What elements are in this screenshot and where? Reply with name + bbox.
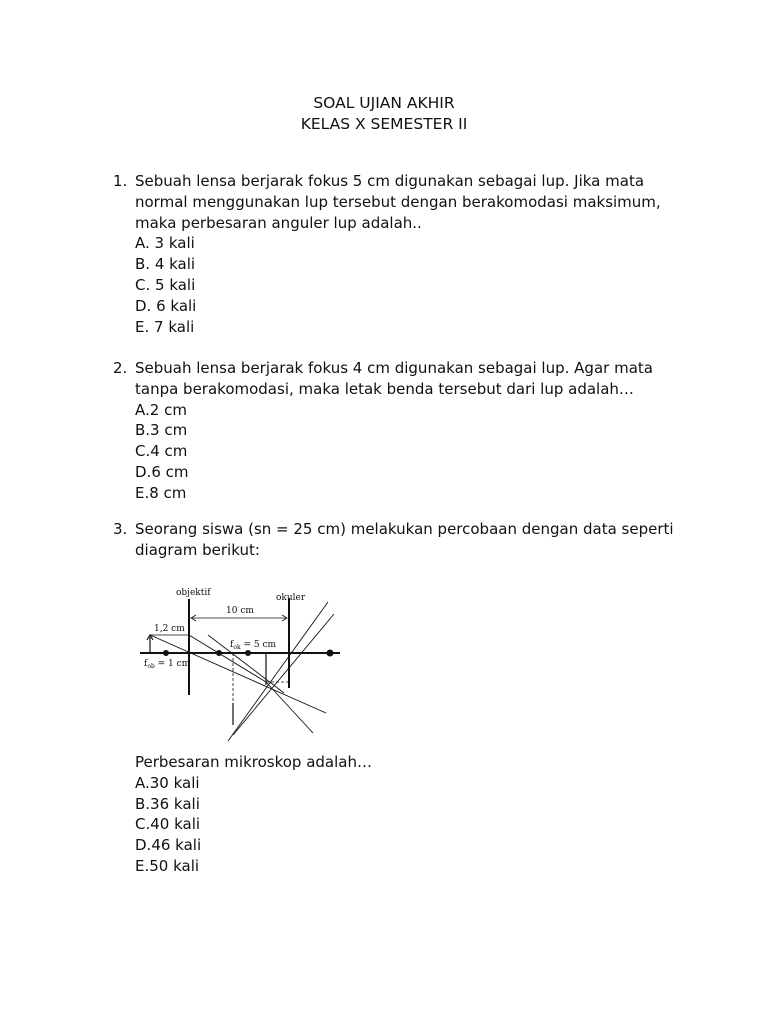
focal-point: [163, 650, 169, 656]
question-number: 2.: [113, 359, 128, 377]
ray: [228, 602, 328, 741]
option-b: B.36 kali: [135, 794, 200, 813]
label-okuler: okuler: [276, 593, 306, 603]
option-a: A. 3 kali: [135, 234, 195, 253]
option-a: A.2 cm: [135, 400, 187, 419]
question-text-line: Sebuah lensa berjarak fokus 5 cm digunakan sebagai lup. Jika mata: [135, 172, 645, 190]
label-distance: 10 cm: [226, 606, 254, 616]
microscope-diagram: [138, 585, 348, 743]
question-text-line: maka perbesaran anguler lup adalah..: [135, 213, 422, 232]
question-text-line: tanpa berakomodasi, maka letak benda tersebut dari lup adalah…: [135, 379, 634, 398]
page-title-line2: KELAS X SEMESTER II: [300, 115, 468, 133]
label-object-height: 1,2 cm: [154, 624, 185, 634]
label-fob: $f_{ob} = 1$ cm: [144, 659, 191, 670]
ray: [233, 614, 334, 735]
ray: [266, 682, 313, 733]
option-c: C.40 kali: [135, 815, 201, 834]
option-b: B. 4 kali: [135, 255, 196, 274]
option-b: B.3 cm: [135, 421, 188, 440]
option-d: D.6 cm: [135, 462, 189, 481]
option-c: C. 5 kali: [135, 275, 196, 294]
option-e: E. 7 kali: [135, 317, 195, 336]
question-text-line: normal menggunakan lup tersebut dengan berakomodasi maksimum,: [135, 192, 661, 211]
question-3-answers: [113, 752, 693, 877]
option-e: E.8 cm: [135, 483, 187, 502]
question-text-line: Seorang siswa (sn = 25 cm) melakukan percobaan dengan data seperti: [135, 520, 674, 538]
option-d: D.46 kali: [135, 836, 202, 855]
question-text-line: Perbesaran mikroskop adalah…: [135, 753, 372, 771]
focal-point: [327, 650, 334, 657]
focal-point: [216, 650, 222, 656]
option-e: E.50 kali: [135, 856, 200, 875]
question-text-line: Sebuah lensa berjarak fokus 4 cm digunakan sebagai lup. Agar mata: [135, 359, 653, 377]
page-title-line1: SOAL UJIAN AKHIR: [313, 94, 455, 112]
label-objektif: objektif: [176, 588, 211, 598]
question-number: 3.: [113, 520, 128, 538]
focal-point: [245, 650, 251, 656]
option-c: C.4 cm: [135, 442, 188, 461]
question-number: 1.: [113, 172, 128, 190]
option-a: A.30 kali: [135, 773, 200, 792]
question-2: [113, 358, 693, 504]
option-d: D. 6 kali: [135, 296, 197, 315]
question-1: [113, 171, 693, 337]
question-3: [113, 519, 693, 561]
label-fok: $f_{ok} = 5$ cm: [230, 640, 277, 651]
question-text-line: diagram berikut:: [135, 540, 260, 559]
